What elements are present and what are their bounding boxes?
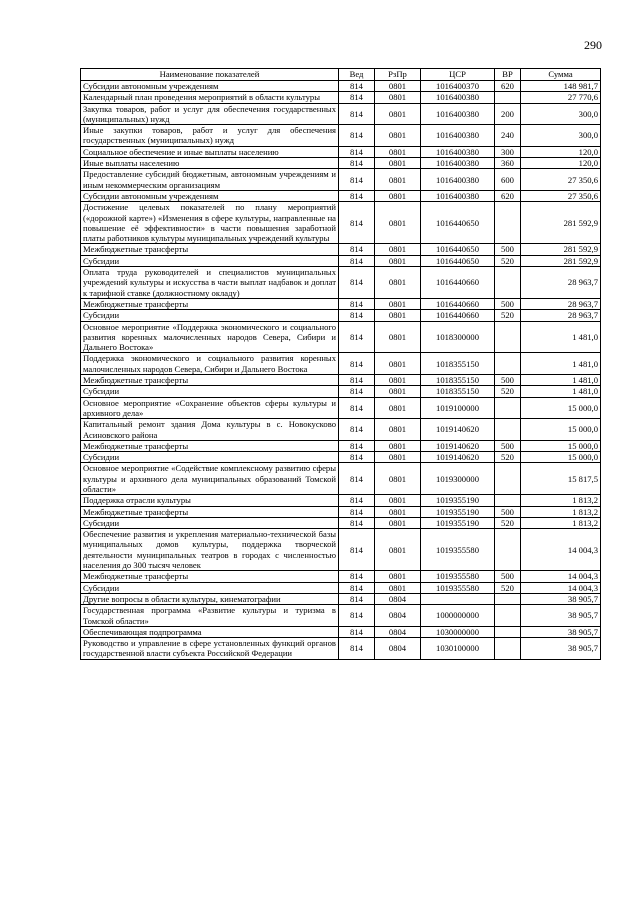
cell-name: Межбюджетные трансферты — [81, 506, 339, 517]
cell-ved: 814 — [339, 169, 375, 191]
table-row — [81, 321, 601, 353]
cell-name: Обеспечивающая подпрограмма — [81, 626, 339, 637]
table-row — [81, 169, 601, 191]
cell-vr: 620 — [495, 81, 521, 92]
cell-sum: 120,0 — [521, 158, 601, 169]
cell-csr: 1016400380 — [421, 158, 495, 169]
cell-name: Межбюджетные трансферты — [81, 244, 339, 255]
cell-rzpr: 0801 — [375, 375, 421, 386]
cell-sum: 15 000,0 — [521, 397, 601, 419]
cell-sum: 15 817,5 — [521, 463, 601, 495]
cell-csr: 1016400380 — [421, 103, 495, 125]
cell-ved: 814 — [339, 375, 375, 386]
table-row — [81, 463, 601, 495]
cell-name: Основное мероприятие «Поддержка экономического и социального развития коренных малочисленных народов Севера, Сибири и Дальнего Востока» — [81, 321, 339, 353]
cell-name: Обеспечение развития и укрепления материально-технической базы муниципальных домов культуры, поддержка творческой деятельности муниципальных театров в городах с численностью населения до 300 тысяч человек — [81, 529, 339, 571]
cell-name: Капитальный ремонт здания Дома культуры в с. Новокусково Асиновского района — [81, 419, 339, 441]
cell-sum: 300,0 — [521, 125, 601, 147]
cell-sum: 27 350,6 — [521, 169, 601, 191]
cell-name: Субсидии автономным учреждениям — [81, 190, 339, 201]
cell-name: Межбюджетные трансферты — [81, 571, 339, 582]
cell-rzpr: 0801 — [375, 81, 421, 92]
cell-name: Государственная программа «Развитие культуры и туризма в Томской области» — [81, 605, 339, 627]
table-row — [81, 103, 601, 125]
cell-name: Межбюджетные трансферты — [81, 440, 339, 451]
cell-csr: 1016440660 — [421, 267, 495, 299]
cell-rzpr: 0801 — [375, 452, 421, 463]
table-row — [81, 626, 601, 637]
cell-name: Поддержка отрасли культуры — [81, 495, 339, 506]
cell-vr: 620 — [495, 190, 521, 201]
cell-ved: 814 — [339, 571, 375, 582]
table-row — [81, 255, 601, 266]
cell-rzpr: 0801 — [375, 146, 421, 157]
cell-ved: 814 — [339, 92, 375, 103]
cell-ved: 814 — [339, 463, 375, 495]
table-row — [81, 593, 601, 604]
cell-vr: 600 — [495, 169, 521, 191]
cell-rzpr: 0804 — [375, 593, 421, 604]
cell-sum: 15 000,0 — [521, 419, 601, 441]
cell-csr: 1019355580 — [421, 571, 495, 582]
cell-rzpr: 0804 — [375, 605, 421, 627]
cell-vr: 520 — [495, 582, 521, 593]
table-row — [81, 125, 601, 147]
cell-csr: 1000000000 — [421, 605, 495, 627]
cell-csr: 1030100000 — [421, 638, 495, 660]
cell-sum: 281 592,9 — [521, 202, 601, 244]
cell-rzpr: 0801 — [375, 202, 421, 244]
cell-sum: 120,0 — [521, 146, 601, 157]
cell-csr: 1016400380 — [421, 125, 495, 147]
table-row — [81, 146, 601, 157]
header-vr: ВР — [495, 69, 521, 81]
cell-vr — [495, 202, 521, 244]
cell-ved: 814 — [339, 321, 375, 353]
cell-csr: 1016440660 — [421, 298, 495, 309]
cell-csr: 1016400380 — [421, 92, 495, 103]
cell-name: Социальное обеспечение и иные выплаты населению — [81, 146, 339, 157]
cell-rzpr: 0801 — [375, 158, 421, 169]
table-row — [81, 92, 601, 103]
table-row — [81, 202, 601, 244]
cell-csr: 1016440650 — [421, 255, 495, 266]
cell-rzpr: 0801 — [375, 353, 421, 375]
table-row — [81, 81, 601, 92]
cell-rzpr: 0801 — [375, 321, 421, 353]
cell-rzpr: 0801 — [375, 495, 421, 506]
cell-vr — [495, 321, 521, 353]
table-row — [81, 419, 601, 441]
table-row — [81, 310, 601, 321]
cell-vr: 520 — [495, 517, 521, 528]
cell-csr: 1019140620 — [421, 419, 495, 441]
cell-csr: 1030000000 — [421, 626, 495, 637]
cell-vr — [495, 605, 521, 627]
cell-vr — [495, 593, 521, 604]
budget-table — [80, 68, 601, 660]
cell-rzpr: 0801 — [375, 190, 421, 201]
cell-vr: 360 — [495, 158, 521, 169]
cell-vr — [495, 267, 521, 299]
cell-sum: 27 350,6 — [521, 190, 601, 201]
cell-vr: 520 — [495, 255, 521, 266]
cell-sum: 1 481,0 — [521, 375, 601, 386]
cell-ved: 814 — [339, 638, 375, 660]
cell-rzpr: 0801 — [375, 440, 421, 451]
cell-sum: 38 905,7 — [521, 626, 601, 637]
cell-ved: 814 — [339, 593, 375, 604]
cell-ved: 814 — [339, 103, 375, 125]
cell-ved: 814 — [339, 452, 375, 463]
cell-ved: 814 — [339, 582, 375, 593]
cell-csr: 1019355580 — [421, 529, 495, 571]
cell-csr: 1019140620 — [421, 440, 495, 451]
cell-csr: 1019355580 — [421, 582, 495, 593]
cell-sum: 281 592,9 — [521, 255, 601, 266]
cell-name: Межбюджетные трансферты — [81, 298, 339, 309]
cell-ved: 814 — [339, 190, 375, 201]
cell-csr: 1019140620 — [421, 452, 495, 463]
cell-ved: 814 — [339, 605, 375, 627]
cell-name: Закупка товаров, работ и услуг для обеспечения государственных (муниципальных) нужд — [81, 103, 339, 125]
table-row — [81, 386, 601, 397]
cell-rzpr: 0801 — [375, 255, 421, 266]
table-row — [81, 375, 601, 386]
cell-name: Другие вопросы в области культуры, кинематографии — [81, 593, 339, 604]
cell-name: Субсидии — [81, 310, 339, 321]
header-sum: Сумма — [521, 69, 601, 81]
cell-vr: 300 — [495, 146, 521, 157]
cell-name: Субсидии — [81, 582, 339, 593]
cell-sum: 14 004,3 — [521, 529, 601, 571]
cell-sum: 281 592,9 — [521, 244, 601, 255]
cell-csr: 1018355150 — [421, 353, 495, 375]
table-row — [81, 158, 601, 169]
cell-sum: 15 000,0 — [521, 452, 601, 463]
table-row — [81, 638, 601, 660]
cell-vr: 240 — [495, 125, 521, 147]
cell-rzpr: 0801 — [375, 298, 421, 309]
cell-ved: 814 — [339, 517, 375, 528]
cell-ved: 814 — [339, 267, 375, 299]
cell-vr — [495, 529, 521, 571]
cell-vr — [495, 419, 521, 441]
cell-sum: 28 963,7 — [521, 310, 601, 321]
cell-ved: 814 — [339, 440, 375, 451]
cell-rzpr: 0801 — [375, 125, 421, 147]
cell-name: Календарный план проведения мероприятий в области культуры — [81, 92, 339, 103]
cell-sum: 1 813,2 — [521, 506, 601, 517]
cell-name: Субсидии — [81, 255, 339, 266]
cell-sum: 1 813,2 — [521, 495, 601, 506]
cell-rzpr: 0801 — [375, 582, 421, 593]
cell-csr: 1019300000 — [421, 463, 495, 495]
cell-ved: 814 — [339, 255, 375, 266]
cell-rzpr: 0801 — [375, 244, 421, 255]
table-row — [81, 440, 601, 451]
cell-name: Субсидии — [81, 452, 339, 463]
cell-ved: 814 — [339, 353, 375, 375]
cell-ved: 814 — [339, 158, 375, 169]
table-row — [81, 353, 601, 375]
header-name: Наименование показателей — [81, 69, 339, 81]
table-row — [81, 495, 601, 506]
cell-name: Основное мероприятие «Содействие комплексному развитию сферы культуры и архивного дела муниципальных образований Томской области» — [81, 463, 339, 495]
cell-sum: 38 905,7 — [521, 638, 601, 660]
cell-ved: 814 — [339, 386, 375, 397]
cell-ved: 814 — [339, 125, 375, 147]
table-row — [81, 244, 601, 255]
cell-vr — [495, 353, 521, 375]
cell-vr: 500 — [495, 440, 521, 451]
cell-ved: 814 — [339, 397, 375, 419]
cell-ved: 814 — [339, 298, 375, 309]
cell-csr: 1019355190 — [421, 517, 495, 528]
cell-name: Предоставление субсидий бюджетным, автономным учреждениям и иным некоммерческим организациям — [81, 169, 339, 191]
table-row — [81, 517, 601, 528]
table-body — [81, 81, 601, 660]
cell-csr: 1016400380 — [421, 190, 495, 201]
table-row — [81, 190, 601, 201]
cell-sum: 1 481,0 — [521, 321, 601, 353]
cell-csr: 1016400370 — [421, 81, 495, 92]
cell-csr: 1016440650 — [421, 244, 495, 255]
cell-vr: 200 — [495, 103, 521, 125]
cell-sum: 28 963,7 — [521, 298, 601, 309]
header-rzpr: РзПр — [375, 69, 421, 81]
cell-ved: 814 — [339, 495, 375, 506]
cell-vr — [495, 92, 521, 103]
cell-sum: 27 770,6 — [521, 92, 601, 103]
cell-vr: 500 — [495, 375, 521, 386]
cell-vr: 520 — [495, 386, 521, 397]
cell-csr: 1016440650 — [421, 202, 495, 244]
cell-name: Руководство и управление в сфере установленных функций органов государственной власти субъекта Российской Федерации — [81, 638, 339, 660]
cell-name: Основное мероприятие «Сохранение объектов сферы культуры и архивного дела» — [81, 397, 339, 419]
cell-rzpr: 0804 — [375, 626, 421, 637]
cell-csr: 1016400380 — [421, 146, 495, 157]
cell-ved: 814 — [339, 419, 375, 441]
cell-sum: 300,0 — [521, 103, 601, 125]
cell-sum: 28 963,7 — [521, 267, 601, 299]
header-csr: ЦСР — [421, 69, 495, 81]
cell-csr — [421, 593, 495, 604]
table-row — [81, 397, 601, 419]
cell-vr: 520 — [495, 452, 521, 463]
cell-rzpr: 0801 — [375, 419, 421, 441]
cell-csr: 1019100000 — [421, 397, 495, 419]
cell-name: Субсидии — [81, 517, 339, 528]
cell-vr — [495, 397, 521, 419]
table-row — [81, 506, 601, 517]
cell-sum: 38 905,7 — [521, 593, 601, 604]
cell-ved: 814 — [339, 202, 375, 244]
table-row — [81, 267, 601, 299]
page-number: 290 — [584, 38, 602, 52]
cell-vr: 500 — [495, 571, 521, 582]
table-row — [81, 452, 601, 463]
cell-ved: 814 — [339, 529, 375, 571]
table-row — [81, 605, 601, 627]
cell-rzpr: 0801 — [375, 571, 421, 582]
cell-ved: 814 — [339, 146, 375, 157]
cell-vr: 500 — [495, 244, 521, 255]
cell-vr — [495, 626, 521, 637]
cell-name: Иные выплаты населению — [81, 158, 339, 169]
cell-rzpr: 0801 — [375, 517, 421, 528]
cell-name: Субсидии — [81, 386, 339, 397]
cell-ved: 814 — [339, 244, 375, 255]
cell-ved: 814 — [339, 81, 375, 92]
cell-rzpr: 0801 — [375, 463, 421, 495]
table-row — [81, 571, 601, 582]
cell-vr: 520 — [495, 310, 521, 321]
cell-name: Поддержка экономического и социального развития коренных малочисленных народов Севера, Сибири и Дальнего Востока — [81, 353, 339, 375]
header-ved: Вед — [339, 69, 375, 81]
cell-sum: 1 481,0 — [521, 353, 601, 375]
cell-ved: 814 — [339, 626, 375, 637]
cell-name: Иные закупки товаров, работ и услуг для обеспечения государственных (муниципальных) нужд — [81, 125, 339, 147]
cell-rzpr: 0801 — [375, 103, 421, 125]
cell-sum: 148 981,7 — [521, 81, 601, 92]
cell-name: Достижение целевых показателей по плану мероприятий («дорожной карте») «Изменения в сфере культуры, направленные на повышение её эффективности» в части повышения заработной платы работников культуры муниципальных учреждений культуры — [81, 202, 339, 244]
cell-sum: 14 004,3 — [521, 582, 601, 593]
cell-sum: 15 000,0 — [521, 440, 601, 451]
cell-csr: 1016440660 — [421, 310, 495, 321]
cell-ved: 814 — [339, 506, 375, 517]
cell-csr: 1018355150 — [421, 375, 495, 386]
cell-vr — [495, 495, 521, 506]
cell-name: Субсидии автономным учреждениям — [81, 81, 339, 92]
cell-csr: 1016400380 — [421, 169, 495, 191]
cell-rzpr: 0801 — [375, 506, 421, 517]
table-header-row — [81, 69, 601, 81]
cell-rzpr: 0801 — [375, 386, 421, 397]
cell-name: Оплата труда руководителей и специалистов муниципальных учреждений культуры и искусства в части выплат надбавок и доплат к тарифной ставке (должностному окладу) — [81, 267, 339, 299]
cell-sum: 1 813,2 — [521, 517, 601, 528]
cell-sum: 14 004,3 — [521, 571, 601, 582]
cell-sum: 1 481,0 — [521, 386, 601, 397]
cell-csr: 1018355150 — [421, 386, 495, 397]
cell-vr — [495, 638, 521, 660]
cell-csr: 1018300000 — [421, 321, 495, 353]
cell-rzpr: 0801 — [375, 92, 421, 103]
cell-rzpr: 0801 — [375, 310, 421, 321]
cell-vr: 500 — [495, 298, 521, 309]
cell-csr: 1019355190 — [421, 495, 495, 506]
cell-rzpr: 0801 — [375, 529, 421, 571]
cell-rzpr: 0801 — [375, 267, 421, 299]
cell-vr — [495, 463, 521, 495]
table-row — [81, 582, 601, 593]
cell-name: Межбюджетные трансферты — [81, 375, 339, 386]
cell-vr: 500 — [495, 506, 521, 517]
table-row — [81, 529, 601, 571]
cell-ved: 814 — [339, 310, 375, 321]
cell-rzpr: 0801 — [375, 169, 421, 191]
cell-rzpr: 0801 — [375, 397, 421, 419]
cell-sum: 38 905,7 — [521, 605, 601, 627]
table-row — [81, 298, 601, 309]
cell-csr: 1019355190 — [421, 506, 495, 517]
cell-rzpr: 0804 — [375, 638, 421, 660]
